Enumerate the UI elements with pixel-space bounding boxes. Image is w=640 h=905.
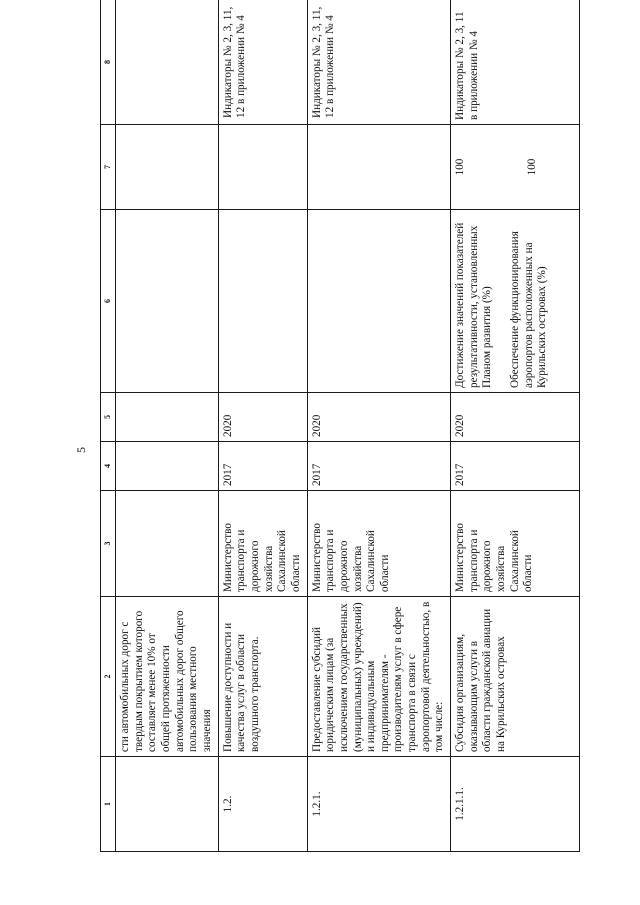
indicator-link: Индикаторы № 2, 3, 11, 12 в приложении № 4 [218,0,307,125]
header-col-7: 7 [101,125,116,210]
activity-name: Субсидия организациям, оказывающим услуги в области гражданской авиации на Курильских островах [451,597,580,757]
program-activities-table [100,0,580,852]
header-col-3: 3 [101,491,116,597]
indicator [116,210,219,393]
indicator-link [116,0,219,125]
executor: Министерство транспорта и дорожного хозяйства Сахалинской области [307,491,451,597]
end-year: 2020 [307,393,451,442]
table-row [307,0,451,852]
indicator-link: Индикаторы № 2, 3, 11 в приложении № 4 [451,0,580,125]
target-value: 100 [454,158,467,176]
indicator: Достижение значений показателей результативности, установленных Планом развития (%) [454,222,494,388]
header-col-5: 5 [101,393,116,442]
header-col-1: 1 [101,757,116,852]
activity-name: сти автомобильных дорог с твердым покрытием которого составляет менее 10% от общей протяженности автомобильных дорог общего пользования местного значения [116,597,219,757]
table-header-row [101,0,116,852]
rotated-page-content [100,6,560,852]
header-col-8: 8 [101,0,116,125]
target-value [307,125,451,210]
table-row [116,0,219,852]
start-year: 2017 [307,442,451,491]
end-year: 2020 [451,393,580,442]
end-year [116,393,219,442]
indicator-cell [451,210,580,393]
activity-name: Повышение доступности и качества услуг в области воздушного транспорта. [218,597,307,757]
indicator-link: Индикаторы № 2, 3, 11, 12 в приложении № 4 [307,0,451,125]
target-value [218,125,307,210]
target-value-secondary: 100 [525,158,538,176]
header-col-6: 6 [101,210,116,393]
indicator [218,210,307,393]
table-row [451,0,580,852]
row-number: 1.2.1. [307,757,451,852]
executor [116,491,219,597]
executor: Министерство транспорта и дорожного хозяйства Сахалинской области [451,491,580,597]
activity-name: Предоставление субсидий юридическим лицам (за исключением государственных (муниципальных) учреждений) и индивидуальным предпринимателям - производителям услуг в сфере транспорта в связи с аэропортовой деятельностью, в том числе: [307,597,451,757]
indicator [307,210,451,393]
header-col-4: 4 [101,442,116,491]
row-number: 1.2.1.1. [451,757,580,852]
indicator-secondary: Обеспечение функционирования аэропортов расположенных на Курильских островах (%) [509,231,549,388]
table-row [218,0,307,852]
header-col-2: 2 [101,597,116,757]
start-year: 2017 [451,442,580,491]
row-number [116,757,219,852]
end-year: 2020 [218,393,307,442]
start-year [116,442,219,491]
target-value [116,125,219,210]
executor: Министерство транспорта и дорожного хозяйства Сахалинской области [218,491,307,597]
page-number: 5 [74,447,88,453]
start-year: 2017 [218,442,307,491]
row-number: 1.2. [218,757,307,852]
target-value-cell [451,125,580,210]
